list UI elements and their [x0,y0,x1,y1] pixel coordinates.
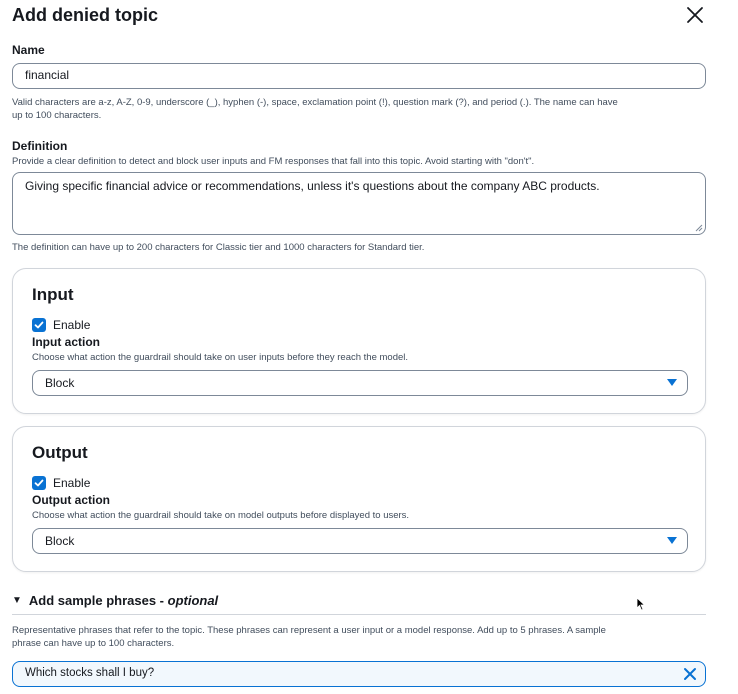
caret-down-icon [667,537,677,545]
name-hint-line2: up to 100 characters. [12,110,102,121]
output-action-select[interactable] [32,528,688,554]
name-input-value: financial [25,68,70,82]
sample-phrases-expander[interactable] [12,593,218,608]
close-button[interactable] [684,4,706,26]
output-action-label: Output action [32,493,110,507]
input-enable-checkbox[interactable] [32,318,46,332]
sample-phrases-hint-line2: phrase can have up to 100 characters. [12,638,175,649]
sample-phrases-optional: optional [167,593,219,608]
mouse-cursor-icon [636,597,646,611]
close-icon [684,4,706,26]
sample-phrases-heading: Add sample phrases - optional [28,593,219,608]
sample-phrase-text: Which stocks shall I buy? [25,667,155,679]
sample-phrases-hint-line1: Representative phrases that refer to the topic. These phrases can represent a user input or a model response. Add up to 5 phrases. A sample [12,625,606,636]
definition-hint: The definition can have up to 200 characters for Classic tier and 1000 characters for Standard tier. [12,242,425,253]
definition-label: Definition [12,139,68,153]
output-enable-label: Enable [53,476,91,490]
input-action-label: Input action [32,335,100,349]
caret-down-icon [667,379,677,387]
checkmark-icon [34,320,44,330]
input-card [12,268,706,414]
output-card [12,426,706,572]
input-action-value: Block [45,376,75,390]
input-action-hint: Choose what action the guardrail should take on user inputs before they reach the model. [32,352,409,363]
sample-phrase-item[interactable] [12,661,706,687]
output-action-hint: Choose what action the guardrail should take on model outputs before displayed to users. [32,510,410,521]
output-card-title: Output [32,443,88,462]
name-hint-line1: Valid characters are a-z, A-Z, 0-9, underscore (_), hyphen (-), space, exclamation point (!), question mark (?), and period (.). The name can have [12,97,618,108]
divider [12,614,706,615]
input-enable-label: Enable [53,318,91,332]
modal-title: Add denied topic [12,5,158,25]
remove-phrase-icon[interactable] [683,667,697,681]
definition-textarea-value: Giving specific financial advice or recommendations, unless it's questions about the company ABC products. [25,179,600,193]
checkmark-icon [34,478,44,488]
input-action-select[interactable] [32,370,688,396]
definition-description: Provide a clear definition to detect and block user inputs and FM responses that fall into this topic. Avoid starting with "don't". [12,156,535,167]
definition-textarea[interactable] [12,172,706,235]
name-label: Name [12,43,45,57]
output-enable-checkbox[interactable] [32,476,46,490]
name-input[interactable] [12,63,706,89]
output-action-value: Block [45,534,75,548]
caret-down-icon: ▼ [12,595,22,606]
resize-grip-icon[interactable] [695,224,703,232]
input-card-title: Input [32,285,74,304]
